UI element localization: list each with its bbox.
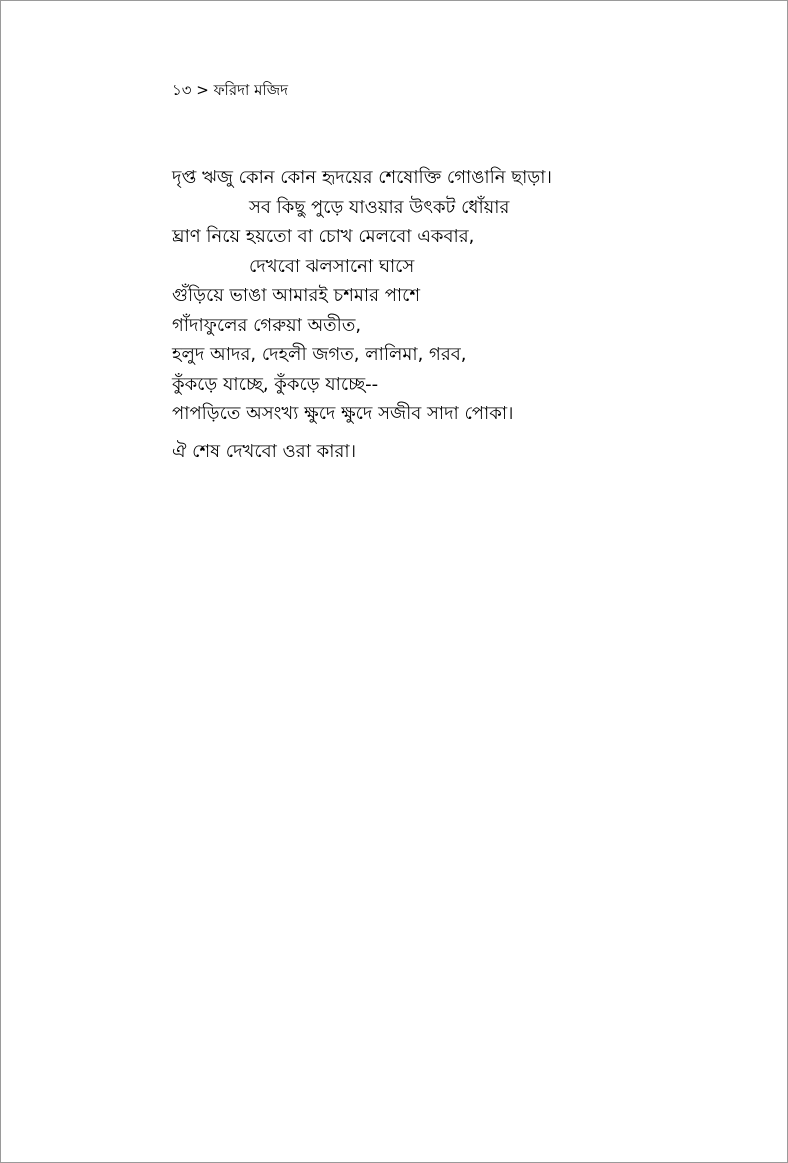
poem-line: গাঁদাফুলের গেরুয়া অতীত, — [172, 314, 362, 336]
poem-line: ঘ্রাণ নিয়ে হয়তো বা চোখ মেলবো একবার, — [172, 226, 475, 247]
poem-line: ঐ শেষ দেখবো ওরা কারা। — [172, 440, 357, 462]
poem-line: সব কিছু পুড়ে যাওয়ার উৎকট ধোঁয়ার — [249, 196, 510, 218]
poem-line: পাপড়িতে অসংখ্য ক্ষুদে ক্ষুদে সজীব সাদা পোকা। — [172, 403, 514, 424]
poem-line: দৃপ্ত ঋজু কোন কোন হৃদয়ের শেষোক্তি গোঙানি ছাড়া। — [172, 167, 552, 188]
poem-line: গুঁড়িয়ে ভাঙা আমারই চশমার পাশে — [172, 285, 421, 306]
poem-body — [172, 163, 612, 466]
running-header: ১৩ > ফরিদা মজিদ — [172, 81, 289, 99]
poem-line: কুঁকড়ে যাচ্ছে, কুঁকড়ে যাচ্ছে-- — [172, 373, 379, 395]
stanza-break — [172, 429, 612, 437]
poem-line: হলুদ আদর, দেহলী জগত, লালিমা, গরব, — [172, 344, 467, 365]
poem-line: দেখবো ঝলসানো ঘাসে — [249, 255, 415, 277]
